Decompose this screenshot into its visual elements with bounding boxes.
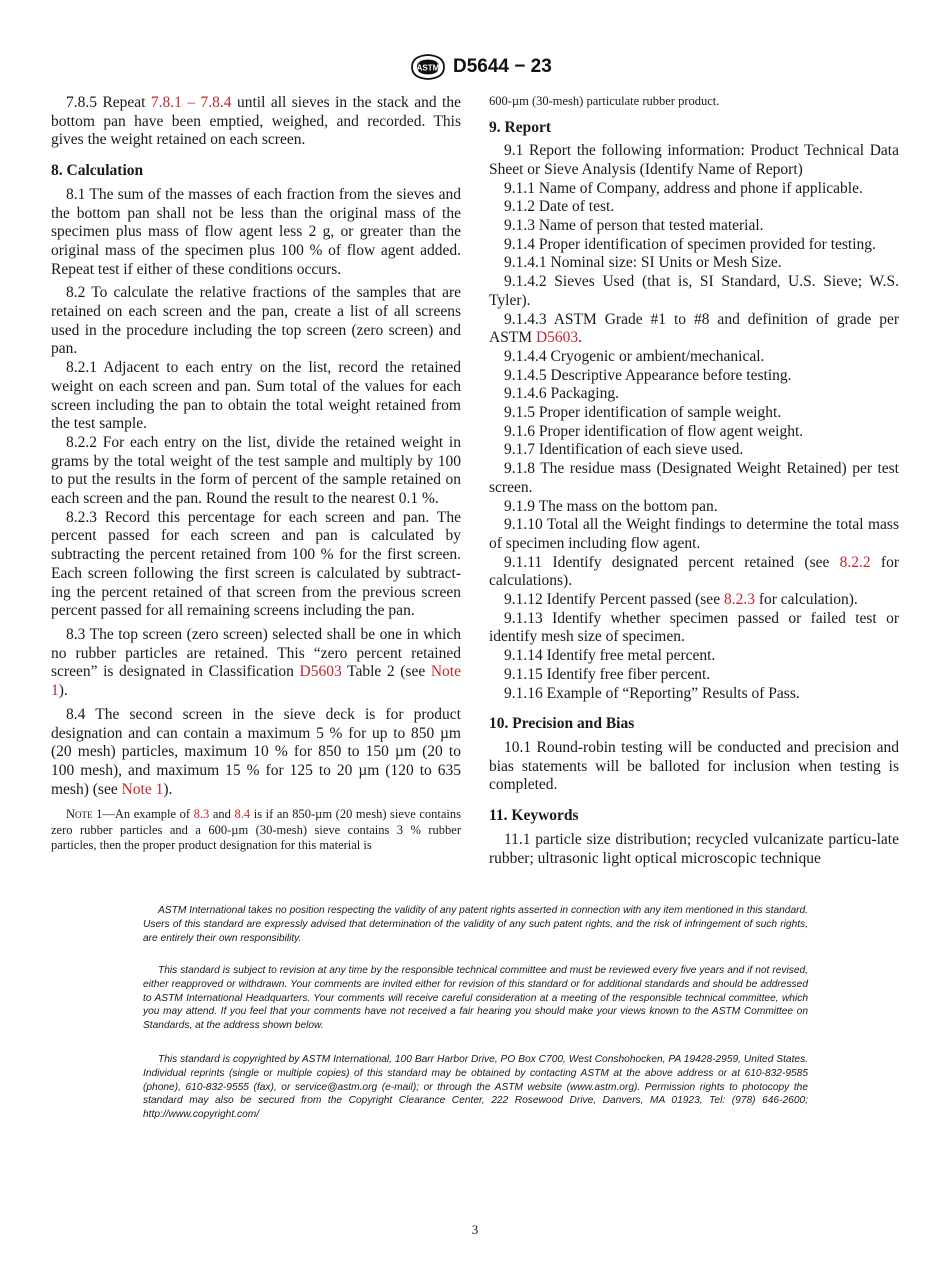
- revision-notice: This standard is subject to revision at any time by the responsible technical committee and must be reviewed every five years and if not revised, either reapproved or withdrawn. Your comments are invited either for revision of this standard or for additional standards and should be addressed to ASTM International Headquarters. Your comments will receive careful consideration at a meeting of the responsible technical committee, which you may attend. If you feel that your comments have not received a fair hearing you should make your views known to the ASTM Committee on Standards, at the address shown below.: [143, 965, 808, 1032]
- paragraph-11-1: 11.1 particle size distribution; recycled vulcanizate particu-late rubber; ultrasonic light optical microscopic technique: [489, 830, 899, 867]
- paragraph-8-4: 8.4 The second screen in the sieve deck is for product designation and can contain a maximum 5 % for up to 850 µm (20 mesh) particles, maximum 10 % for 850 to 150 µm (20 to 100 mesh), and maximum 15 % for 125 to 20 µm (120 to 635 mesh) (see Note 1).: [51, 705, 461, 798]
- paragraph-8-1: 8.1 The sum of the masses of each fraction from the sieves and the bottom pan shall not be less than the original mass of the specimen plus mass of flow agent less 2 g, or greater than the original mass of the specimen plus 100 % of flow agent added. Repeat test if either of these conditions occurs.: [51, 185, 461, 278]
- paragraph-9-1-4: 9.1.4 Proper identification of specimen provided for testing.: [504, 235, 876, 253]
- paragraph-9-1-2: 9.1.2 Date of test.: [504, 198, 615, 216]
- document-designation: D5644 − 23: [453, 56, 552, 77]
- paragraph-9-1-13: 9.1.13 Identify whether specimen passed or failed test or identify mesh size of specimen.: [489, 609, 899, 646]
- paragraph-9-1-3: 9.1.3 Name of person that tested material.: [504, 217, 764, 235]
- paragraph-9-1-4-3: 9.1.4.3 ASTM Grade #1 to #8 and definition of grade per ASTM D5603.: [489, 310, 899, 347]
- right-column: [489, 94, 899, 868]
- astm-logo-icon: [408, 52, 448, 82]
- note-label: Note 1: [66, 807, 103, 822]
- page-header: [0, 52, 950, 84]
- paragraph-9-1-15: 9.1.15 Identify free fiber percent.: [504, 665, 711, 683]
- paragraph-9-1-10: 9.1.10 Total all the Weight findings to determine the total mass of specimen including flow agent.: [489, 516, 899, 552]
- page-number: 3: [471, 1222, 479, 1237]
- paragraph-9-1-4-5: 9.1.4.5 Descriptive Appearance before testing.: [504, 366, 792, 384]
- paragraph-10-1: 10.1 Round-robin testing will be conducted and precision and bias statements will be balloted for inclusion when testing is completed.: [489, 739, 899, 794]
- paragraph-8-2-2: 8.2.2 For each entry on the list, divide the retained weight in grams by the total weight of the test sample and multiply by 100 to put the results in the form of percent of the sample retained on each screen and the pan. Round the result to the nearest 0.1 %.: [51, 433, 461, 508]
- paragraph-9-1-4-1: 9.1.4.1 Nominal size: SI Units or Mesh Size.: [504, 254, 782, 272]
- paragraph-8-2-3: 8.2.3 Record this percentage for each screen and pan. The percent passed for each screen and pan is calculated by subtracting the percent retained from 100 % for the first screen. Each screen following the first screen is calculated by subtract-ing the percent retained of that screen from the previous screen percent passed for all remaining screens including the pan.: [51, 508, 461, 620]
- paragraph-8-2: 8.2 To calculate the relative fractions of the samples that are retained on each screen and the pan, create a list of all screens used in the procedure including the top screen (zero screen) and pan.: [51, 284, 461, 358]
- paragraph-9-1-8: 9.1.8 The residue mass (Designated Weight Retained) per test screen.: [489, 460, 899, 496]
- note-1-continued: 600-µm (30-mesh) particulate rubber product.: [489, 94, 720, 108]
- patent-disclaimer: ASTM International takes no position respecting the validity of any patent rights asserted in connection with any item mentioned in this standard. Users of this standard are expressly advised that determination of the validity of any such patent rights, and the risk of infringement of such rights, are entirely their own responsibility.: [143, 905, 808, 944]
- paragraph-9-1-16: 9.1.16 Example of “Reporting” Results of Pass.: [504, 684, 800, 702]
- note-link-1[interactable]: Note 1: [121, 780, 164, 798]
- standard-link-d5603[interactable]: D5603: [299, 663, 342, 681]
- section-heading-keywords: 11. Keywords: [489, 807, 579, 825]
- note-1: Note 1—An example of 8.3 and 8.4 is if an 850-µm (20 mesh) sieve contains zero rubber particles and a 600-µm (30-mesh) sieve contains 3 % rubber particles, then the proper product designation for this material is: [51, 807, 461, 853]
- paragraph-9-1-4-4: 9.1.4.4 Cryogenic or ambient/mechanical.: [504, 347, 765, 365]
- paragraph-9-1-4-2: 9.1.4.2 Sieves Used (that is, SI Standard, U.S. Sieve; W.S. Tyler).: [489, 273, 899, 309]
- paragraph-9-1-14: 9.1.14 Identify free metal percent.: [504, 647, 716, 665]
- section-heading-calculation: 8. Calculation: [51, 162, 144, 180]
- paragraph-9-1-11: 9.1.11 Identify designated percent retained (see 8.2.2 for calculations).: [489, 553, 900, 590]
- section-link-8-2-2[interactable]: 8.2.2: [839, 553, 871, 571]
- paragraph-9-1-5: 9.1.5 Proper identification of sample weight.: [504, 404, 782, 422]
- paragraph-9-1-9: 9.1.9 The mass on the bottom pan.: [504, 497, 718, 515]
- paragraph-8-3: 8.3 The top screen (zero screen) selected shall be one in which no rubber particles are retained. This “zero percent retained screen” is designated in Classification D5603 Table 2 (see Note 1).: [51, 625, 461, 700]
- paragraph-7-8-5: 7.8.5 Repeat 7.8.1 – 7.8.4 until all sieves in the stack and the bottom pan have been emptied, weighed, and recorded. This gives the weight retained on each screen.: [51, 94, 461, 149]
- copyright-notice: This standard is copyrighted by ASTM International, 100 Barr Harbor Drive, PO Box C700, West Conshohocken, PA 19428-2959, United States. Individual reprints (single or multiple copies) of this standard may be obtained by contacting ASTM at the above address or at 610-832-9585 (phone), 610-832-9555 (fax), or service@astm.org (e-mail); or through the ASTM website (www.astm.org). Permission rights to photocopy the standard may also be secured from the Copyright Clearance Center, 222 Rosewood Drive, Danvers, MA 01923, Tel: (978) 646-2600; http://www.copyright.com/: [143, 1054, 808, 1121]
- section-link-8-3[interactable]: 8.3: [193, 807, 210, 822]
- paragraph-9-1-6: 9.1.6 Proper identification of flow agent weight.: [504, 422, 804, 440]
- note-link-1[interactable]: Note 1: [51, 663, 461, 700]
- left-column: [51, 94, 461, 854]
- paragraph-9-1-12: 9.1.12 Identify Percent passed (see 8.2.3 for calculation).: [504, 591, 858, 609]
- paragraph-9-1-4-6: 9.1.4.6 Packaging.: [504, 385, 619, 403]
- section-link-7-8-1-7-8-4[interactable]: 7.8.1 – 7.8.4: [150, 94, 232, 111]
- paragraph-9-1: 9.1 Report the following information: Product Technical Data Sheet or Sieve Analysis (Identify Name of Report): [489, 142, 899, 178]
- svg-text:ASTM: ASTM: [416, 63, 440, 73]
- section-link-8-2-3[interactable]: 8.2.3: [723, 591, 755, 609]
- paragraph-8-2-1: 8.2.1 Adjacent to each entry on the list, record the retained weight on each screen and pan. Sum total of the values for each screen including the pan to obtain the total weight retained from the test sample.: [51, 359, 461, 433]
- section-heading-precision-bias: 10. Precision and Bias: [489, 715, 635, 733]
- section-link-8-4[interactable]: 8.4: [234, 807, 251, 822]
- standard-link-d5603[interactable]: D5603: [535, 329, 579, 347]
- paragraph-9-1-7: 9.1.7 Identification of each sieve used.: [504, 441, 744, 459]
- section-heading-report: 9. Report: [489, 118, 551, 136]
- paragraph-9-1-1: 9.1.1 Name of Company, address and phone if applicable.: [504, 179, 863, 197]
